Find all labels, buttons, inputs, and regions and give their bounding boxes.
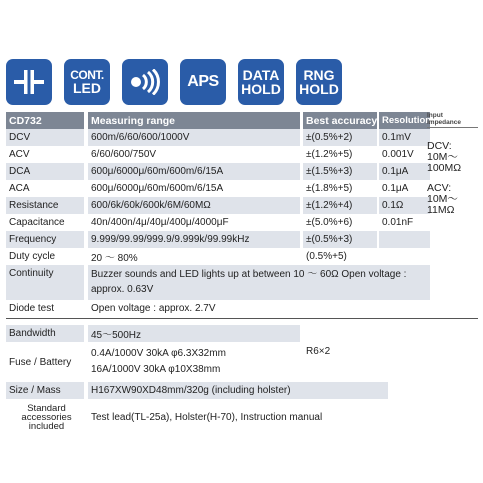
impedance-dcv-value2: 100MΩ <box>427 162 462 174</box>
spec-range: 600μ/6000μ/60m/600m/6/15A <box>88 163 300 180</box>
capacitance-icon <box>6 59 52 105</box>
fuse-label: Fuse / Battery <box>9 356 72 368</box>
accessories-label-2: accessories <box>21 411 72 423</box>
spec-row-frequency <box>6 231 478 248</box>
accessories-label-3: included <box>28 420 65 432</box>
spec-resolution: 0.001V <box>382 149 414 160</box>
spec-label: ACA <box>9 183 30 194</box>
spec-row-aca <box>6 180 478 197</box>
spec-accuracy: (0.5%+5) <box>306 251 347 262</box>
continuity-text: Buzzer sounds and LED lights up at between 10 ～ 60Ω Open voltage : approx. 0.63V <box>88 265 430 300</box>
spec-range: 600μ/6000μ/60m/600m/6/15A <box>91 183 224 194</box>
spec-resolution: 0.1mV <box>379 129 430 146</box>
buzzer-icon <box>122 59 168 105</box>
spec-label: DCV <box>6 129 84 146</box>
fuse-value-2: 16A/1000V 30kA φ10X38mm <box>91 364 221 375</box>
spec-resolution: 0.01nF <box>382 217 414 228</box>
data-hold-line1: DATA <box>242 67 280 83</box>
spec-row-acv <box>6 146 478 163</box>
fuse-battery-row <box>6 344 478 380</box>
spec-accuracy: ±(0.5%+2) <box>303 129 377 146</box>
spec-resolution: 0.1Ω <box>379 197 430 214</box>
spec-label: Resistance <box>6 197 84 214</box>
spec-row-duty-cycle <box>6 248 478 265</box>
impedance-acv-label: ACV: <box>427 182 452 194</box>
impedance-text <box>427 141 478 216</box>
general-table <box>6 325 478 433</box>
spec-resolution: 0.1μA <box>382 183 409 194</box>
accessories-value: Test lead(TL-25a), Holster(H-70), Instruction manual <box>91 411 323 423</box>
spec-label: Capacitance <box>9 217 65 228</box>
spec-range: 600/6k/60k/600k/6M/60MΩ <box>88 197 300 214</box>
bandwidth-row <box>6 325 478 342</box>
bandwidth-value: 45～500Hz <box>88 325 300 342</box>
impedance-acv-value2: 11MΩ <box>427 204 455 216</box>
continuity-label: Continuity <box>6 265 84 300</box>
continuity-led-line1: CONT. <box>70 68 104 82</box>
impedance-dcv-value1: 10M～ <box>427 151 458 163</box>
range-header: Measuring range <box>88 112 300 129</box>
spec-resolution <box>379 248 430 265</box>
battery-value: R6×2 <box>306 346 331 357</box>
spec-range: 600m/6/60/600/1000V <box>88 129 300 146</box>
size-label: Size / Mass <box>6 382 84 399</box>
impedance-header <box>427 112 478 128</box>
diode-label: Diode test <box>9 303 55 314</box>
data-hold-line2: HOLD <box>241 81 281 97</box>
spec-row-resistance <box>6 197 478 214</box>
spec-accuracy: ±(1.2%+4) <box>303 197 377 214</box>
spec-range: 6/60/600/750V <box>91 149 157 160</box>
impedance-column <box>427 112 478 216</box>
bandwidth-label: Bandwidth <box>6 325 84 342</box>
spec-accuracy: ±(1.8%+5) <box>306 183 353 194</box>
fuse-value <box>88 344 300 380</box>
model-name: CD732 <box>6 112 84 129</box>
feature-icon-row <box>6 59 342 105</box>
spec-header-row <box>6 112 478 129</box>
resolution-header: Resolution <box>379 112 430 129</box>
spec-table <box>6 112 478 317</box>
impedance-header-line2: impedance <box>427 119 461 126</box>
spec-accuracy: ±(1.5%+3) <box>303 163 377 180</box>
spec-accuracy: ±(5.0%+6) <box>306 217 353 228</box>
spec-row-continuity <box>6 265 478 300</box>
spec-range: 9.999/99.99/999.9/9.999k/99.99kHz <box>88 231 300 248</box>
section-divider <box>6 318 478 319</box>
spec-label: Duty cycle <box>9 251 56 262</box>
aps-icon <box>180 59 226 105</box>
range-hold-line1: RNG <box>303 67 335 83</box>
spec-row-capacitance <box>6 214 478 231</box>
size-value: H167XW90XD48mm/320g (including holster) <box>88 382 388 399</box>
size-mass-row <box>6 382 478 399</box>
continuity-led-icon <box>64 59 110 105</box>
accessories-label <box>6 401 84 433</box>
range-hold-icon <box>296 59 342 105</box>
spec-resolution <box>379 231 430 248</box>
spec-resolution: 0.1μA <box>379 163 430 180</box>
spec-range: 20 ～ 80% <box>91 253 138 264</box>
data-hold-icon <box>238 59 284 105</box>
aps-label: APS <box>187 73 219 90</box>
diode-text: Open voltage : approx. 2.7V <box>91 303 216 314</box>
accuracy-header: Best accuracy <box>303 112 377 129</box>
spec-range: 40n/400n/4μ/40μ/400μ/4000μF <box>91 217 229 228</box>
accessories-label-1: Standard <box>27 402 66 414</box>
accessories-row <box>6 401 478 433</box>
continuity-led-line2: LED <box>73 80 101 96</box>
spec-accuracy: ±(1.2%+5) <box>306 149 353 160</box>
impedance-dcv-label: DCV: <box>427 140 452 152</box>
spec-row-dca <box>6 163 478 180</box>
range-hold-line2: HOLD <box>299 81 339 97</box>
fuse-value-1: 0.4A/1000V 30kA φ6.3X32mm <box>91 348 226 359</box>
impedance-acv-value1: 10M～ <box>427 193 458 205</box>
spec-label: DCA <box>6 163 84 180</box>
spec-row-dcv <box>6 129 478 146</box>
spec-label: Frequency <box>6 231 84 248</box>
spec-label: ACV <box>9 149 30 160</box>
impedance-header-line1: Input <box>427 112 443 119</box>
spec-accuracy: ±(0.5%+3) <box>303 231 377 248</box>
spec-row-diode <box>6 300 478 317</box>
